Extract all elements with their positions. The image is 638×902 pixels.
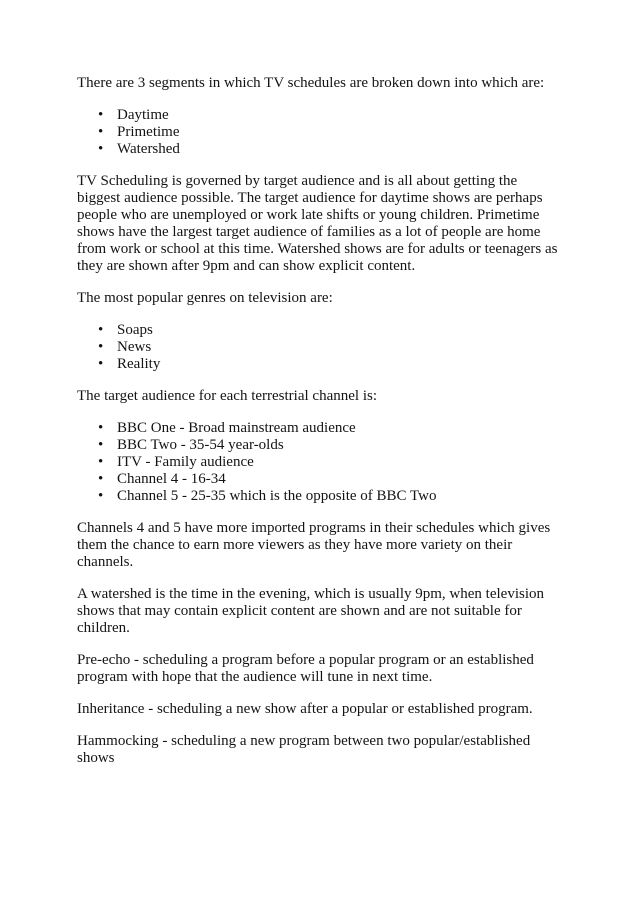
paragraph: Inheritance - scheduling a new show after a popular or established program. — [77, 701, 533, 717]
bullet-list — [77, 420, 561, 505]
list-item: • Channel 5 - 25-35 which is the opposite of BBC Two — [77, 488, 561, 505]
paragraph: The most popular genres on television are: — [77, 290, 333, 306]
list-item: • Daytime — [77, 107, 561, 124]
paragraph: TV Scheduling is governed by target audience and is all about getting the biggest audience possible. The target audience for daytime shows are perhaps people who are unemployed or work late shifts or young children. Primetime shows have the largest target audience of families as a lot of people are home from work or school at this time. Watershed shows are for adults or teenagers as they are shown after 9pm and can show explicit content. — [77, 173, 558, 274]
list-item: • News — [77, 339, 561, 356]
list-item: • ITV - Family audience — [77, 454, 561, 471]
paragraph: Hammocking - scheduling a new program between two popular/established shows — [77, 733, 531, 766]
list-item: • BBC Two - 35-54 year-olds — [77, 437, 561, 454]
list-item: • Channel 4 - 16-34 — [77, 471, 561, 488]
paragraph: A watershed is the time in the evening, which is usually 9pm, when television shows that may contain explicit content are shown and are not suitable for children. — [77, 586, 544, 636]
paragraph: Channels 4 and 5 have more imported programs in their schedules which gives them the chance to earn more viewers as they have more variety on their channels. — [77, 520, 551, 570]
list-item: • Watershed — [77, 141, 561, 158]
list-item: • Soaps — [77, 322, 561, 339]
list-item: • Reality — [77, 356, 561, 373]
bullet-list — [77, 322, 561, 373]
bullet-list — [77, 107, 561, 158]
paragraph: Pre-echo - scheduling a program before a popular program or an established program with hope that the audience will tune in next time. — [77, 652, 534, 685]
document-body — [77, 75, 561, 767]
list-item: • BBC One - Broad mainstream audience — [77, 420, 561, 437]
paragraph: There are 3 segments in which TV schedules are broken down into which are: — [77, 75, 545, 91]
paragraph: The target audience for each terrestrial channel is: — [77, 388, 377, 404]
list-item: • Primetime — [77, 124, 561, 141]
